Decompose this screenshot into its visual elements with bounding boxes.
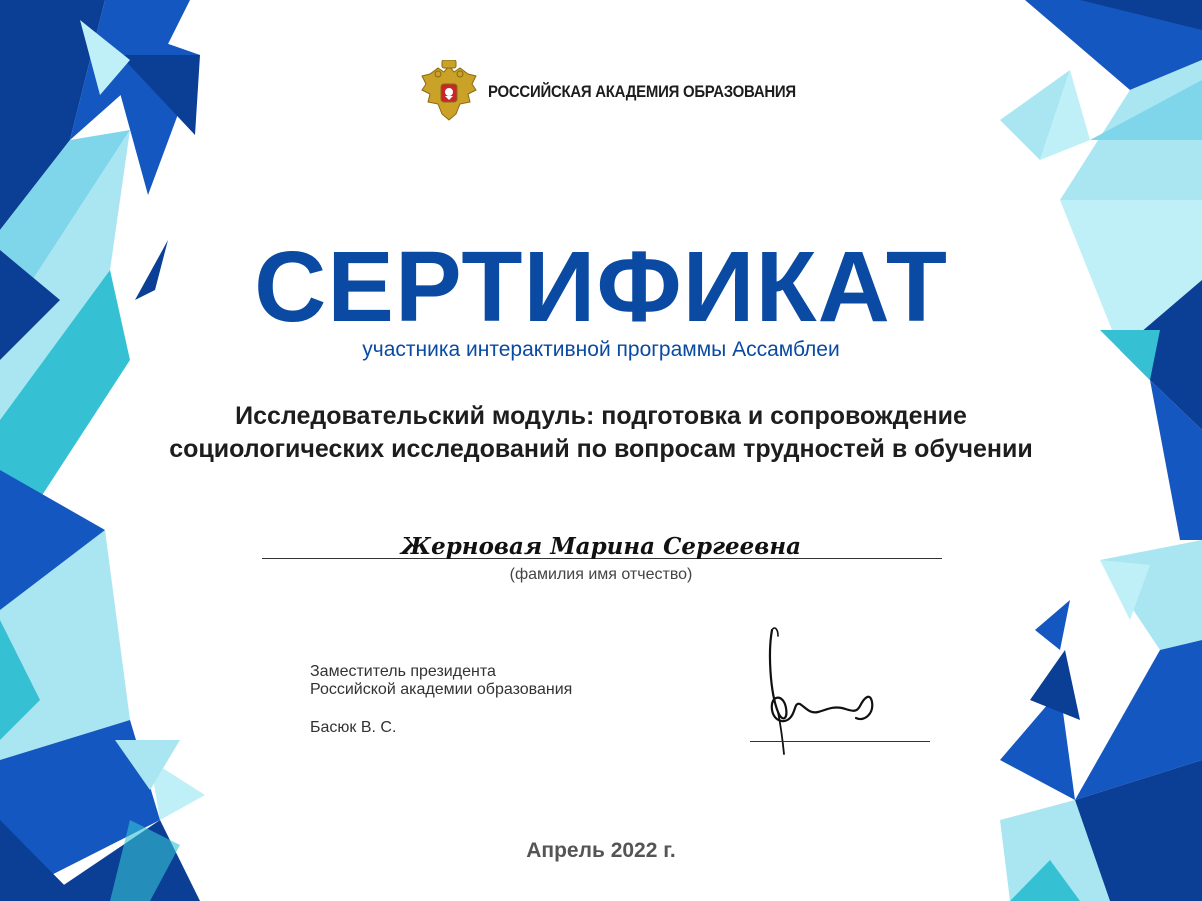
coat-of-arms-icon <box>418 60 480 124</box>
signatory-position-line: Заместитель президента <box>310 663 496 680</box>
module-title <box>0 400 1202 466</box>
certificate-subtitle: участника интерактивной программы Ассамблеи <box>362 338 840 361</box>
certificate-title: СЕРТИФИКАТ <box>254 231 948 343</box>
participant-name: Жерновая Марина Сергеевна <box>400 533 802 560</box>
organization-name: РОССИЙСКАЯ АКАДЕМИЯ ОБРАЗОВАНИЯ <box>488 82 796 101</box>
signatory-position <box>310 663 572 699</box>
signatory-name: Басюк В. С. <box>310 719 397 736</box>
name-caption: (фамилия имя отчество) <box>509 566 693 583</box>
module-line: социологических исследований по вопросам трудностей в обучении <box>169 435 1033 463</box>
issue-date: Апрель 2022 г. <box>526 839 676 862</box>
module-line: Исследовательский модуль: подготовка и сопровождение <box>235 402 967 430</box>
signature-line <box>750 741 930 742</box>
signatory-position-line: Российской академии образования <box>310 681 573 698</box>
header <box>418 60 838 124</box>
